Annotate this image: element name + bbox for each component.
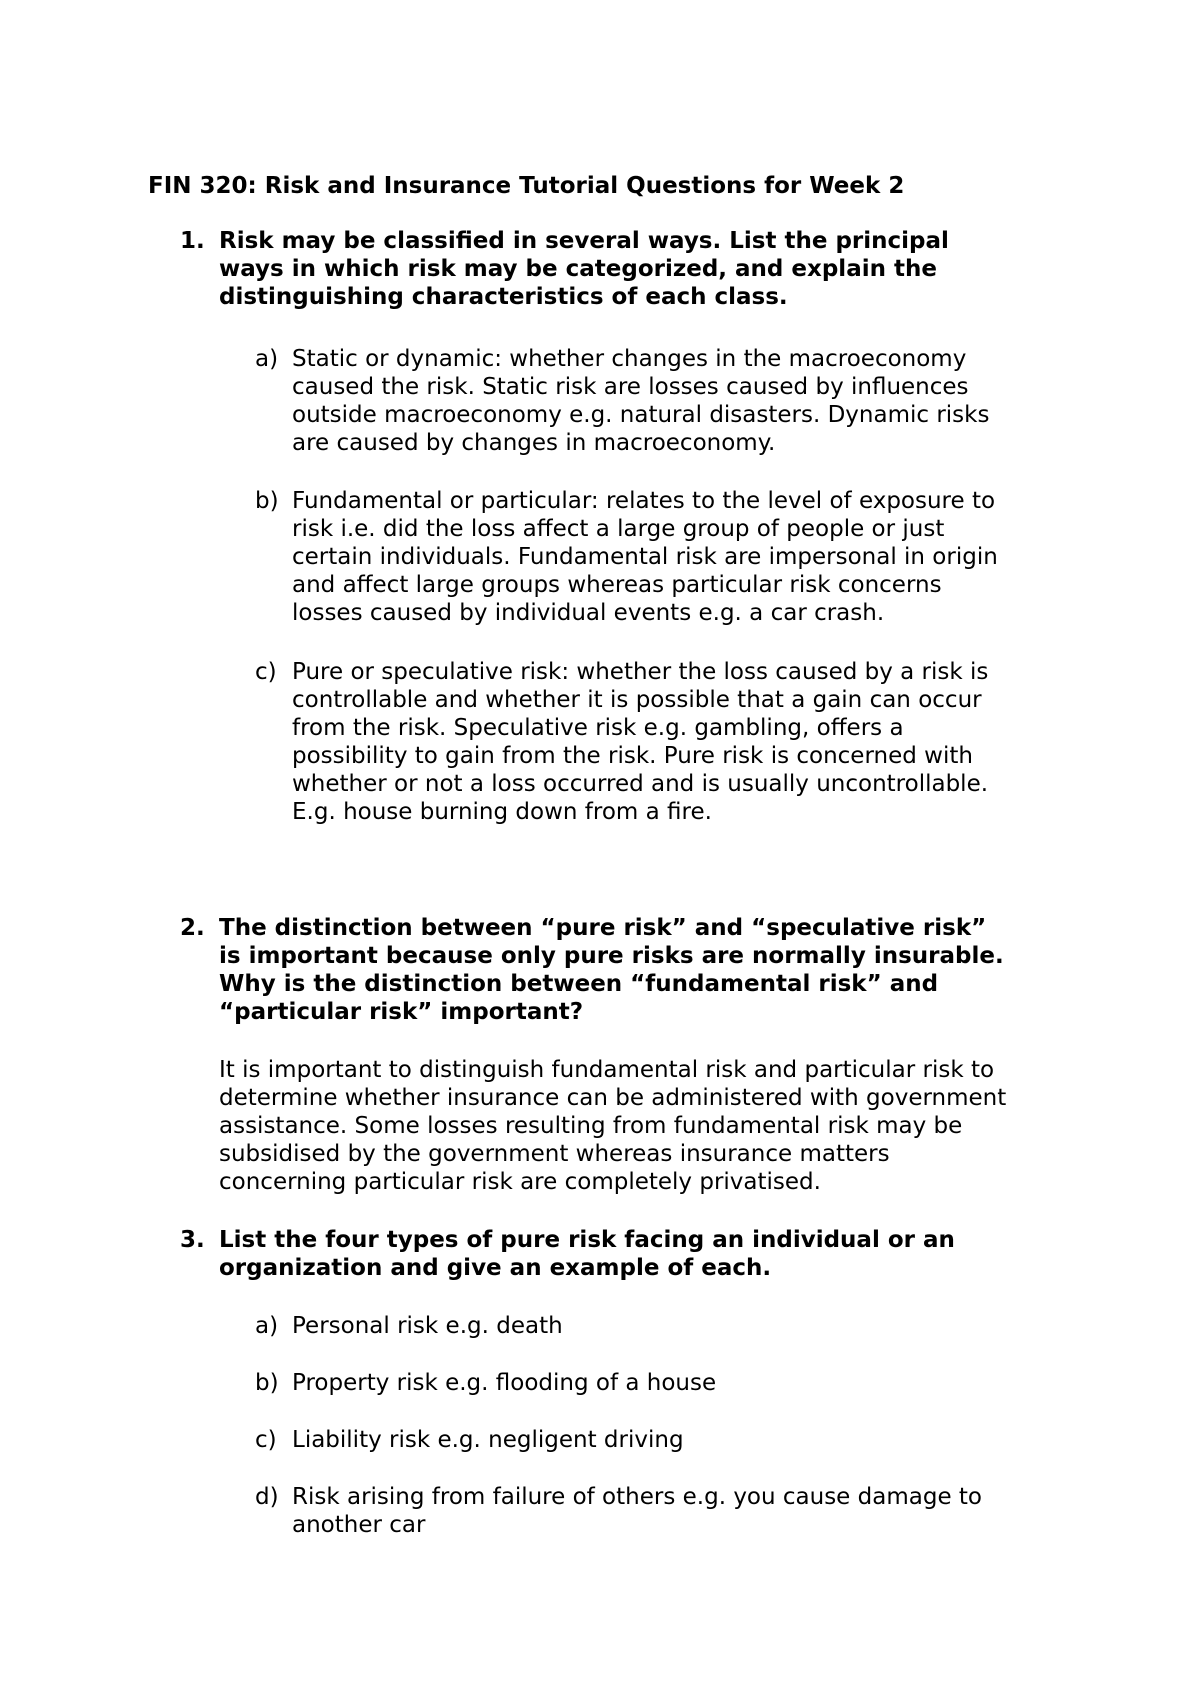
answer-1c-line-1: Pure or speculative risk: whether the loss caused by a risk is — [292, 659, 989, 685]
answer-3a-text — [292, 1312, 1102, 1340]
question-3-number: 3. — [180, 1227, 205, 1253]
answer-1a-line-4: are caused by changes in macroeconomy. — [292, 430, 776, 456]
answer-3b-letter: b) — [255, 1370, 279, 1396]
answer-1a-line-2: caused the risk. Static risk are losses caused by influences — [292, 374, 969, 400]
question-1-line-2: ways in which risk may be categorized, and explain the — [219, 256, 937, 282]
answer-1a-text — [292, 345, 1102, 457]
answer-2-line-2: determine whether insurance can be administered with government — [219, 1085, 1007, 1111]
question-3-line-2: organization and give an example of each. — [219, 1255, 772, 1281]
answer-2-paragraph — [219, 1056, 1099, 1196]
answer-1c-line-3: from the risk. Speculative risk e.g. gambling, offers a — [292, 715, 904, 741]
answer-3b-text — [292, 1369, 1102, 1397]
question-2-line-2: is important because only pure risks are normally insurable. — [219, 943, 1004, 969]
answer-1b-line-4: and affect large groups whereas particular risk concerns — [292, 572, 942, 598]
question-2-number: 2. — [180, 915, 205, 941]
answer-1b-line-5: losses caused by individual events e.g. a car crash. — [292, 600, 885, 626]
question-1-text — [219, 227, 1089, 311]
answer-1a-line-1: Static or dynamic: whether changes in the macroeconomy — [292, 346, 967, 372]
answer-1b-letter: b) — [255, 488, 279, 514]
question-2-line-3: Why is the distinction between “fundamental risk” and — [219, 971, 939, 997]
answer-1b-line-1: Fundamental or particular: relates to the level of exposure to — [292, 488, 996, 514]
answer-1c-letter: c) — [255, 659, 277, 685]
answer-1c-line-5: whether or not a loss occurred and is usually uncontrollable. — [292, 771, 989, 797]
answer-2-line-4: subsidised by the government whereas insurance matters — [219, 1141, 890, 1167]
answer-1b-line-2: risk i.e. did the loss affect a large group of people or just — [292, 516, 945, 542]
answer-3c-letter: c) — [255, 1427, 277, 1453]
question-2-line-1: The distinction between “pure risk” and “speculative risk” — [219, 915, 987, 941]
question-3-line-1: List the four types of pure risk facing an individual or an — [219, 1227, 955, 1253]
answer-3a-letter: a) — [255, 1313, 279, 1339]
answer-1c-line-4: possibility to gain from the risk. Pure risk is concerned with — [292, 743, 973, 769]
answer-3c-text — [292, 1426, 1102, 1454]
answer-1c-text — [292, 658, 1102, 826]
answer-3d-text — [292, 1483, 1102, 1539]
answer-3c-line-1: Liability risk e.g. negligent driving — [292, 1427, 684, 1453]
answer-3b-line-1: Property risk e.g. flooding of a house — [292, 1370, 717, 1396]
answer-1a-letter: a) — [255, 346, 279, 372]
answer-3d-letter: d) — [255, 1484, 279, 1510]
answer-3d-line-2: another car — [292, 1512, 426, 1538]
question-3-text — [219, 1226, 1089, 1282]
answer-2-line-5: concerning particular risk are completely privatised. — [219, 1169, 821, 1195]
answer-1b-text — [292, 487, 1102, 627]
answer-2-line-3: assistance. Some losses resulting from fundamental risk may be — [219, 1113, 963, 1139]
answer-3a-line-1: Personal risk e.g. death — [292, 1313, 563, 1339]
question-1-line-1: Risk may be classified in several ways. List the principal — [219, 228, 949, 254]
question-1-line-3: distinguishing characteristics of each class. — [219, 284, 788, 310]
answer-1b-line-3: certain individuals. Fundamental risk are impersonal in origin — [292, 544, 998, 570]
answer-1c-line-2: controllable and whether it is possible that a gain can occur — [292, 687, 982, 713]
answer-3d-line-1: Risk arising from failure of others e.g. you cause damage to — [292, 1484, 982, 1510]
question-2-text — [219, 914, 1089, 1026]
answer-2-line-1: It is important to distinguish fundamental risk and particular risk to — [219, 1057, 995, 1083]
document-title: FIN 320: Risk and Insurance Tutorial Questions for Week 2 — [148, 173, 905, 199]
answer-1a-line-3: outside macroeconomy e.g. natural disasters. Dynamic risks — [292, 402, 990, 428]
answer-1c-line-6: E.g. house burning down from a fire. — [292, 799, 712, 825]
question-1-number: 1. — [180, 228, 205, 254]
question-2-line-4: “particular risk” important? — [219, 999, 584, 1025]
